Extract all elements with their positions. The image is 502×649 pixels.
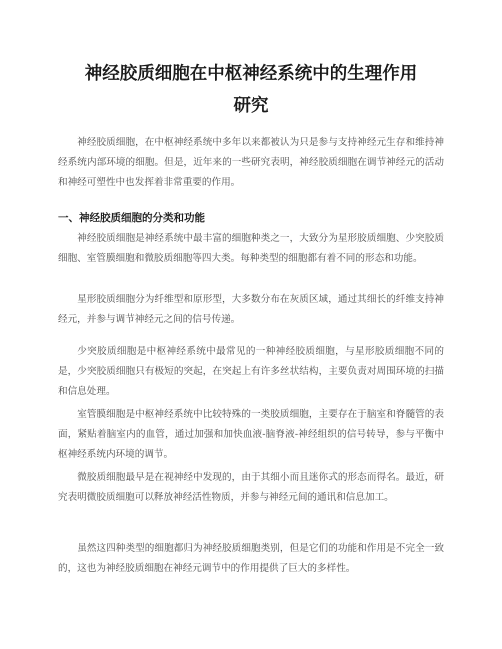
body-paragraph: 虽然这四种类型的细胞都归为神经胶质细胞类别，但是它们的功能和作用是不完全一致的，这也为神经胶质细胞在神经元调节中的作用提供了巨大的多样性。 <box>58 543 444 574</box>
intro-paragraph: 神经胶质细胞，在中枢神经系统中多年以来都被认为只是参与支持神经元生存和维持神经系统内部环境的细胞。但是，近年来的一些研究表明，神经胶质细胞在调节神经元的活动和神经可塑性中也发挥着非常重要的作用。 <box>58 137 444 188</box>
section-heading: 一、神经胶质细胞的分类和功能 <box>58 212 205 224</box>
body-paragraph: 星形胶质细胞分为纤维型和原形型，大多数分布在灰质区域，通过其细长的纤维支持神经元，并参与调节神经元之间的信号传递。 <box>58 294 444 325</box>
body-paragraph: 少突胶质细胞是中枢神经系统中最常见的一种神经胶质细胞，与星形胶质细胞不同的是，少突胶质细胞只有极短的突起，在突起上有许多丝状结构，主要负责对周围环境的扫描和信息处理。 <box>58 346 444 397</box>
document-title-line-2: 研究 <box>233 96 269 116</box>
body-paragraph: 微胶质细胞最早是在视神经中发现的，由于其细小而且迷你式的形态而得名。最近，研究表明微胶质细胞可以释放神经活性物质，并参与神经元间的通讯和信息加工。 <box>58 472 444 503</box>
body-paragraph: 室管膜细胞是中枢神经系统中比较特殊的一类胶质细胞，主要存在于脑室和脊髓管的表面，紧贴着脑室内的血管，通过加强和加快血液-脑脊液-神经组织的信号转导，参与平衡中枢神经系统内环境的调节。 <box>58 409 444 460</box>
body-paragraph: 神经胶质细胞是神经系统中最丰富的细胞种类之一，大致分为星形胶质细胞、少突胶质细胞、室管膜细胞和微胶质细胞等四大类。每种类型的细胞都有着不同的形态和功能。 <box>58 233 444 264</box>
document-title-line-1: 神经胶质细胞在中枢神经系统中的生理作用 <box>84 64 418 84</box>
